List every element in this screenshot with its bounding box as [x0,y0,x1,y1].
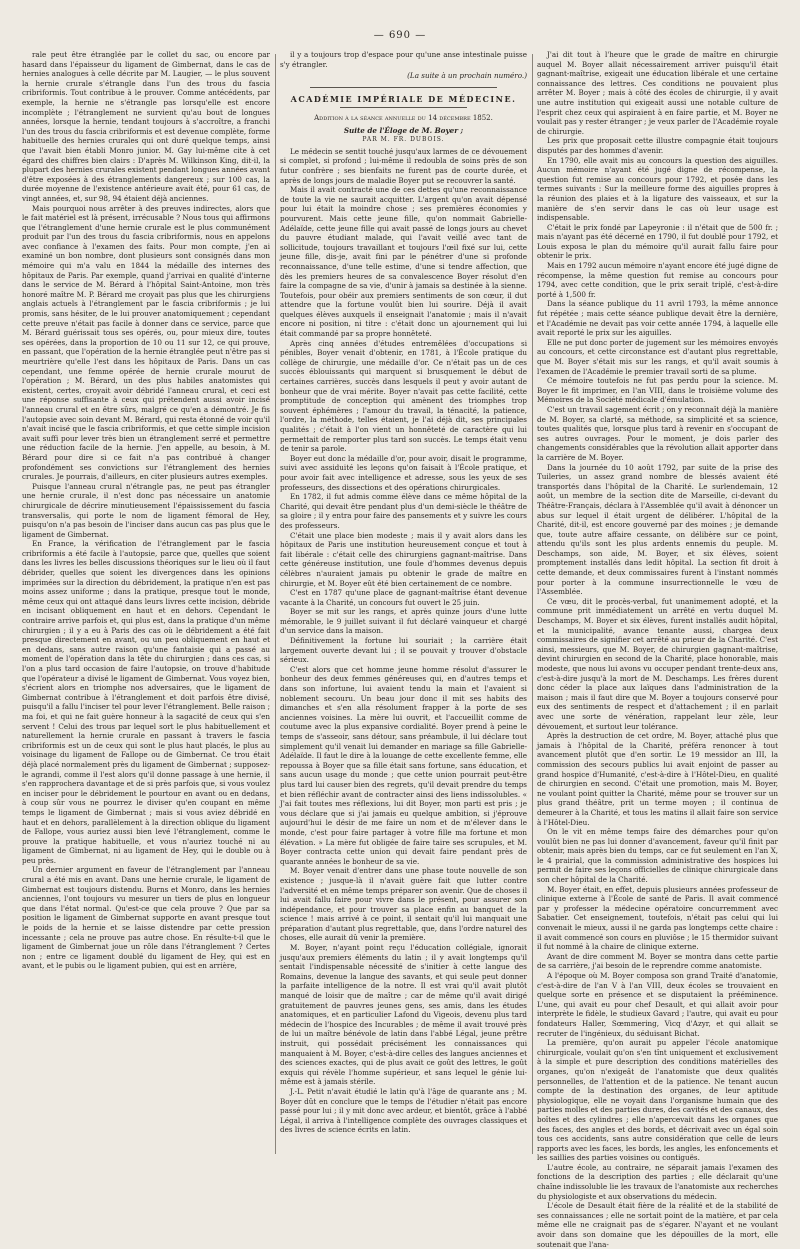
academy-heading: ACADÉMIE IMPÉRIALE DE MÉDECINE. [290,93,517,104]
section-divider [310,87,497,88]
paragraph: C'est un travail sagement écrit ; on y reconnaît déjà la manière de M. Boyer, sa clarté, sa méthode, sa simplicité et sa science, toutes qualités que, lorsque plus tard à revenir en s'occupant de ses autres ouvrages. Pour le moment, je dois parler des changements considérables que la révolution allait apporter dans la carrière de M. Boyer. [537,404,778,462]
paragraph: il y a toujours trop d'espace pour qu'une anse intestinale puisse s'y étrangler. [280,50,527,69]
paragraph: Boyer eut donc la médaille d'or, pour avoir, disait le programme, suivi avec assiduité les leçons qu'on faisait à l'École pratique, et pour avoir fait avec intelligence et adresse, sous les yeux de ses professeurs, des dissections et des opérations chirurgicales. [280,453,527,492]
eloge-author: PAR M. FR. DUBOIS. [362,135,445,143]
paragraph: Mais pourquoi nous arrêter à des preuves indirectes, alors que le fait matériel est là présent, irrécusable ? Nous tous qui affirmons que l'étranglement d'une hernie crurale est le plus communément produit par l'un des trous du fascia cribriformis, nous en appelons avec confiance à l'examen des faits. Pour mon compte, j'en ai examiné un bon nombre, dont plusieurs sont consignés dans mon mémoire qui m'a valu en 1844 la médaille des internes des hôpitaux de Paris. Par exemple, quand j'arrivai en qualité d'interne dans le service de M. Bérard à l'hôpital Saint-Antoine, mon très honoré maître M. P. Bérard me croyait pas plus que les chirurgiens anglais actuels à l'étranglement par le fascia cribriformis ; je lui promis, sans hésiter, de le lui prouver anatomiquement ; cependant cette preuve n'était pas facile à donner dans ce service, parce que M. Bérard guérissait tous ses opérés, ou, pour mieux dire, toutes ses opérées, dans la proportion de 10 ou 11 sur 12, ce qui prouve, en passant, que l'opération de la hernie étranglée peut n'être pas si meurtrière qu'elle l'est dans les hôpitaux de Paris. Dans un cas cependant, une femme opérée de hernie crurale mourut de l'opération ; M. Bérard, un des plus habiles anatomistes qui existent, certes, croyait avoir débridé l'anneau crural, et ceci est une réponse suffisante à ceux qui prétendent aussi avoir incisé l'anneau crural et en être sûrs, malgré ce qu'en a démontré. Je fis l'autopsie avec soin devant M. Bérard, qui resta étonné de voir qu'il n'avait incisé que le fascia cribriformis, et que cette simple incision avait suffi pour lever très bien un étranglement serré et permettre une réduction facile de la hernie. J'en appelle, au besoin, à M. Bérard pour dire si ce fait n'a pas contribué à changer profondément ses convictions sur l'étranglement des hernies crurales. Je pourrais, d'ailleurs, en citer plusieurs autres exemples. [22,203,270,482]
column-1 [22,50,270,1158]
paragraph: C'était le prix fondé par Lapeyronie : il n'était que de 500 fr. ; mais n'ayant pas été décerné en 1790, il fut doublé pour 1792, et Louis exposa le plan du mémoire qu'il aurait fallu faire pour obtenir le prix. [537,222,778,261]
paragraph: A l'époque où M. Boyer composa son grand Traité d'anatomie, c'est-à-dire de l'an V à l'an VIII, deux écoles se trouvaient en quelque sorte en présence et se disputaient la prééminence. L'une, qui avait eu pour chef Desault, et qui allait avoir pour interprète le fidèle, le studieux Gavard ; l'autre, qui avait eu pour fondateurs Haller, Sœmmering, Vicq d'Azyr, et qui allait se recruter de l'ingénieux, du séduisant Bichat. [537,971,778,1038]
paragraph: En 1790, elle avait mis au concours la question des aiguilles. Aucun mémoire n'ayant été jugé digne de récompense, la question fut remise au concours pour 1792, et posée dans les termes suivants : Sur la meilleure forme des aiguilles propres à la réunion des plaies et à la ligature des vaisseaux, et sur la manière de s'en servir dans le cas où leur usage est indispensable. [537,155,778,223]
paragraph: L'école de Desault était fière de la réalité et de la stabilité de ses connaissances ; elle ne sortait point de la matière, et par cela même elle ne craignait pas de s'égarer. N'ayant et ne voulant avoir dans son domaine que les dépouilles de la mort, elle soutenait que l'ana- [537,1201,778,1249]
continuation-note: (La suite à un prochain numéro.) [407,71,527,81]
column-2 [280,50,527,1158]
paragraph: Puisque l'anneau crural n'étrangle pas, ne peut pas étrangler une hernie crurale, il n'est donc pas nécessaire un anatomie chirurgicale de décrire minutieusement l'épaississement du fascia transversalis, qui porte le nom de ligament fémoral de Hey, puisqu'on n'a pas besoin de l'inciser dans aucun cas pas plus que le ligament de Gimbernat. [22,481,270,539]
paragraph: J'ai dit tout à l'heure que le grade de maître en chirurgie auquel M. Boyer allait nécessairement arriver puisqu'il était gagnant-maîtrise, exigeait une éducation libérale et une certaine connaissance des lettres. Ces conditions ne pouvaient plus arrêter M. Boyer ; mais à côté des écoles de chirurgie, il y avait une autre institution qui exigeait aussi une notable culture de l'esprit chez ceux qui aspiraient à en faire partie, et M. Boyer ne voulait pas y rester étranger ; je veux parler de l'Académie royale de chirurgie. [537,50,778,136]
paragraph: Ce vœu, dit le procès-verbal, fut unanimement adopté, et la commune prit immédiatement un arrêté en vertu duquel M. Deschamps, M. Boyer et six élèves, furent installés audit hôpital, et la municipalité, avance tenante aussi, chargea deux commissaires de signifier cet arrêté au prieur de la Charité. C'est ainsi, messieurs, que M. Boyer, de chirurgien gagnant-maîtrise, devint chirurgien en second de la Charité, place honorable, mais modeste, que nous lui avons vu occuper pendant trente-deux ans, c'est-à-dire jusqu'à la mort de M. Deschamps. Les frères durent donc céder la place aux laïques dans l'administration de la maison ; mais il faut dire que M. Boyer a toujours conservé pour eux des sentiments de respect et d'attachement ; il en parlait avec une sorte de vénération, rappelant leur zèle, leur dévouement, et surtout leur tolérance. [537,596,778,731]
paragraph: Un dernier argument en faveur de l'étranglement par l'anneau crural a été mis en avant. Dans une hernie crurale, le ligament de Gimbernat est toujours distendu. Burns et Monro, dans les hernies anciennes, l'ont toujours vu mesurer un tiers de plus en longueur que dans l'état normal. Qu'est-ce que cela prouve ? Que par sa position le ligament de Gimbernat supporte en avant presque tout le poids de la hernie et se laisse distendre par cette pression incessante ; cela ne prouve pas autre chose. En résulte-t-il que le ligament de Gimbernat joue un rôle dans l'étranglement ? Certes non ; entre ce ligament doublé du ligament de Hey, qui est en avant, et le pubis ou le ligament pubien, qui est en arrière, [22,865,270,971]
paragraph: Dans la journée du 10 août 1792, par suite de la prise des Tuileries, un assez grand nombre de blessés avaient été transportés dans l'hôpital de la Charité. Le surlendemain, 12 août, un membre de la section dite de Marseille, ci-devant du Théâtre-Français, déclara à l'Assemblée qu'il avait à dénoncer un abus sur lequel il était urgent de délibérer. L'hôpital de la Charité, dit-il, est encore gouverné par des moines ; je demande que, toute autre affaire cessante, on délibère sur ce point, attendu qu'ils sont les plus ardents ennemis du peuple. M. Deschamps, son aide, M. Boyer, et six élèves, soient promptement installés dans ledit hôpital. La section fit droit à cette demande, et deux commissaires furent à l'instant nommés pour porter à la commune insurrectionnelle le vœu de l'Assemblée. [537,462,778,597]
paragraph: La première, qu'on aurait pu appeler l'école anatomique chirurgicale, voulait qu'on s'en tînt uniquement et exclusivement à la simple et pure description des conditions matérielles des organes, qu'on n'exigeât de l'anatomiste que deux qualités personnelles, de l'attention et de la patience. Ne tenant aucun compte de la destination des organes, de leur aptitude physiologique, elle ne voyait dans l'organisme humain que des parties molles et des parties dures, des cavités et des canaux, des boîtes et des cylindres ; elle n'apercevait dans les organes que des faces, des angles et des bords, et décrivait avec un égal soin tous ces accidents, sans autre considération que celle de leurs rapports avec les faces, les bords, les angles, les enfoncements et les saillies des parties voisines ou contiguës. [537,1038,778,1163]
paragraph: C'est en 1787 qu'une place de gagnant-maîtrise étant devenue vacante à la Charité, un concours fut ouvert le 25 juin. [280,588,527,607]
paragraph: Après la destruction de cet ordre, M. Boyer, attaché plus que jamais à l'hôpital de la Charité, préféra renoncer à tout avancement plutôt que d'en sortir. Le 19 messidor an III, la commission des secours publics lui avait enjoint de passer au grand hospice d'Humanité, c'est-à-dire à l'Hôtel-Dieu, en qualité de chirurgien en second. C'était une promotion, mais M. Boyer, ne voulant point quitter la Charité, même pour se trouver sur un plus grand théâtre, prit un terme moyen ; il continua de demeurer à la Charité, et tous les matins il allait faire son service à l'Hôtel-Dieu. [537,731,778,827]
paragraph: rale peut être étranglée par le collet du sac, ou encore par hasard dans l'épaisseur du ligament de Gimbernat, dans le cas de hernies analogues à celle décrite par M. Laugier, — le plus souvent la hernie crurale s'étrangle dans l'un des trous du fascia cribriformis. Tout contribue à le prouver. Comme antécédents, par exemple, la hernie ne s'étrangle pas lorsqu'elle est encore incomplète ; l'étranglement ne survient qu'au bout de longues années, lorsque la hernie, tendant toujours à s'accroître, a franchi l'un des trous du fascia cribriformis et est devenue complète, forme habituelle des hernies crurales qui ont duré quelque temps, ainsi que l'avait bien établi Monro junior. M. Gay lui-même cite à cet égard des chiffres bien clairs : D'après M. Wilkinson King, dit-il, la plupart des hernies crurales existent pendant longues années avant d'être exposées à des étranglements dangereux ; sur 100 cas, la durée moyenne de l'existence antérieure avait été, pour 61 cas, de vingt années, et, sur 98, 94 étaient déjà anciennes. [22,50,270,203]
paragraph: Définitivement la fortune lui souriait ; la carrière était largement ouverte devant lui ; il se pouvait y trouver d'obstacle sérieux. [280,636,527,665]
paragraph: En 1782, il fut admis comme élève dans ce même hôpital de la Charité, qui devait être pendant plus d'un demi-siècle le théâtre de sa gloire ; il y entra pour faire des pansements et y suivre les cours des professeurs. [280,492,527,530]
session-line: Addition à la séance annuelle du 14 décembre 1852. [314,113,493,122]
paragraph: Boyer se mit sur les rangs, et après quinze jours d'une lutte mémorable, le 9 juillet suivant il fut déclaré vainqueur et chargé d'un service dans la maison. [280,607,527,636]
paragraph: Mais en 1792 aucun mémoire n'ayant encore été jugé digne de récompense, la même question fut remise au concours pour 1794, avec cette condition, que le prix serait triplé, c'est-à-dire porté à 1,500 fr. [537,261,778,299]
paragraph: Elle ne put donc porter de jugement sur les mémoires envoyés au concours, et cette circonstance est d'autant plus regrettable, que M. Boyer s'était mis sur les rangs, et qu'il avait soumis à l'examen de l'Académie le premier travail sorti de sa plume. [537,337,778,376]
columns [22,50,778,1249]
heading-underline [340,107,467,108]
paragraph: M. Boyer venait d'entrer dans une phase toute nouvelle de son existence ; jusque-là il n'avait guère fait que lutter contre l'adversité et en même temps préparer son avenir. Que de choses il lui avait fallu faire pour vivre dans le présent, pour assurer son indépendance, et pour trouver sa place enfin au banquet de la science ! mais arrivé à ce point, il sentait qu'il lui manquait une préparation d'autant plus regrettable, que, dans l'ordre naturel des choses, elle aurait dû venir la première. [280,866,527,943]
paragraph: Après cinq années d'études entremêlées d'occupations si pénibles, Boyer venait d'obtenir, en 1781, à l'École pratique du collège de chirurgie, une médaille d'or. Ce n'était pas un de ces succès éblouissants qui marquent si brusquement le début de certaines carrières, succès dans lesquels il peut y avoir autant de bonheur que de vrai mérite. Boyer n'avait pas cette facilité, cette promptitude de conception qui amènent des triomphes trop souvent éphémères ; l'amour du travail, la ténacité, la patience, l'ordre, la méthode, telles étaient, je l'ai déjà dit, ses principales qualités ; c'était à l'on vient un honnêteté de caractère qui lui permettait de remporter plus tard son succès. Le temps était venu de tenir sa parole. [280,338,527,454]
paragraph: C'était une place bien modeste ; mais il y avait alors dans les hôpitaux de Paris une institution heureusement conçue et tout à fait libérale : c'était celle des chirurgiens gagnant-maîtrise. Dans cette généreuse institution, une foule d'hommes devenus depuis célèbres n'auraient jamais pu obtenir le grade de maître en chirurgie, et M. Boyer eût été bien certainement de ce nombre. [280,530,527,588]
paragraph: Mais il avait contracté une de ces dettes qu'une reconnaissance de toute la vie ne saurait acquitter. L'argent qu'on avait dépensé pour lui était la moindre chose ; ses premières économies y pourvurent. Mais cette jeune fille, qu'on nommait Gabrielle-Adélaïde, cette jeune fille qui avait passé de longs jours au chevet du pauvre étudiant malade, qui l'avait veillé avec tant de sollicitude, toujours travaillant et toujours l'œil fixé sur lui, cette jeune fille, dis-je, avait fini par le pénétrer d'une si profonde reconnaissance, d'une telle estime, d'une si tendre affection, que dès les premiers heures de sa convalescence Boyer résolut d'en faire la compagne de sa vie, d'unir à jamais sa destinée à la sienne. Toutefois, pour obéir aux premiers sentiments de son cœur, il dut attendre que la fortune voulût bien lui sourire. Déjà il avait quelques élèves auxquels il enseignait l'anatomie ; mais il n'avait encore ni position, ni titre : c'était donc un ajournement qui lui était commandé par sa propre honnêteté. [280,185,527,339]
paragraph: Les prix que proposait cette illustre compagnie était toujours disputés par des hommes d'avenir. [537,136,778,155]
column-3 [537,50,778,1249]
paragraph: Le médecin se sentit touché jusqu'aux larmes de ce dévouement si complet, si profond ; lui-même il redoubla de soins près de son futur confrère ; ses bienfaits ne furent pas de courte durée, et après de longs jours de maladie Boyer put se recouvrer la santé. [280,146,527,185]
paragraph: C'est alors que cet homme jeune homme résolut d'assurer le bonheur des deux femmes généreuses qui, en d'autres temps et dans son infortune, lui avaient tendu la main et l'avaient si noblement secouru. Un beau jour donc il mit ses habits des dimanches et s'en alla résolument frapper à la porte de ses anciennes voisines. La mère lui ouvrit, et l'accueillit comme de coutume avec la plus expansive cordialité. Boyer prend à peine le temps de s'asseoir, sans détour, sans préambule, il lui déclare tout simplement qu'il venait lui demander en mariage sa fille Gabrielle-Adélaïde. Il faut le dire à la louange de cette excellente femme, elle repoussa à Boyer que sa fille était sans fortune, sans éducation, et sans aucun usage du monde ; que cette union pourrait peut-être plus tard lui causer bien des regrets, qu'il devait prendre du temps et bien réfléchir avant de contracter ainsi des liens indissolubles. « J'ai fait toutes mes réflexions, lui dit Boyer, mon parti est pris ; je vous déclare que si j'ai jamais eu quelque ambition, si j'éprouve aujourd'hui le désir de me faire un nom et de m'élever dans le monde, c'est pour faire partager à votre fille ma fortune et mon élévation. » La mère fut obligée de faire taire ses scrupules, et M. Boyer contracta cette union qui devait faire pendant près de quarante années le bonheur de sa vie. [280,664,527,866]
eloge-title: Suite de l'Éloge de M. Boyer ; [343,125,464,135]
paragraph: M. Boyer, n'ayant point reçu l'éducation collégiale, ignorait jusqu'aux premiers éléments du latin ; il y avait longtemps qu'il sentait l'indispensable nécessité de s'initier à cette langue des Romains, devenue la langue des savants, et qui seule peut donner la parfaite intelligence de la notre. Il est vrai qu'il avait plutôt manqué de loisir que de maître ; car de même qu'il avait dirigé gratuitement de pauvres jeunes gens, ses amis, dans les études anatomiques, et en particulier Lafond du Vigeois, devenu plus tard médecin de l'hospice des Incurables ; de même il avait trouvé près de lui un maître bénévole de latin dans l'abbé Légal, jeune prêtre instruit, qui possédait précisément les connaissances qui manquaient à M. Boyer, c'est-à-dire celles des langues anciennes et des sciences exactes, qui de plus avait ce goût des lettres, le goût exquis qui révèle l'homme supérieur, et sans lequel le génie lui-même est à jamais stérile. [280,943,527,1087]
paragraph: J.-L. Petit n'avait étudié le latin qu'à l'âge de quarante ans ; M. Boyer dût en conclure que le temps de l'étudier n'était pas encore passé pour lui ; il y mit donc avec ardeur, et bientôt, grâce à l'abbé Légal, il arriva à l'intelligence complète des ouvrages classiques et des livres de science écrits en latin. [280,1086,527,1135]
column-rule-2 [532,54,533,1154]
paragraph: Avant de dire comment M. Boyer se montra dans cette partie de sa carrière, j'ai besoin de le reprendre comme anatomiste. [537,951,778,971]
paragraph: On le vit en même temps faire des démarches pour qu'on voulût bien ne pas lui donner d'avancement, faveur qu'il finit par obtenir, mais après bien du temps, car ce fut seulement en l'an X, le 4 prairial, que la commission administrative des hospices lui permit de faire ses leçons officielles de clinique chirurgicale dans son cher hôpital de la Charité. [537,827,778,885]
paragraph: M. Boyer était, en effet, depuis plusieurs années professeur de clinique externe à l'École de santé de Paris. Il avait commencé par y professer la médecine opératoire concurremment avec Sabatier. Cet enseignement, toutefois, n'était pas celui qui lui convenait le mieux, aussi il ne garda pas longtemps cette chaire : il avait commencé son cours en pluviôse ; le 15 thermidor suivant il fut nommé à la chaire de clinique externe. [537,884,778,952]
page-number: — 690 — [373,30,427,41]
paragraph: Ce mémoire toutefois ne fut pas perdu pour la science. M. Boyer le fit imprimer, en l'an VIII, dans le troisième volume des Mémoires de la Société médicale d'émulation. [537,376,778,405]
paragraph: L'autre école, au contraire, ne séparait jamais l'examen des fonctions de la description des parties ; elle déclarait qu'une chaîne indissoluble lie les travaux de l'anatomiste aux recherches du physiologiste et aux observations du médecin. [537,1162,778,1201]
paragraph: En France, la vérification de l'étranglement par le fascia cribriformis a été facile à l'autopsie, parce que, quelles que soient dans les livres les belles discussions théoriques sur le lieu où il faut débrider, quelles que soient les divergences dans les opinions imprimées sur la direction du débridement, la pratique n'en est pas moins assez uniforme ; dans la pratique, presque tout le monde, même ceux qui ont attaqué dans leurs livres cette incision, débride en incisant obliquement en haut et en dehors. Cependant le contraire arrive parfois et, qui plus est, dans la pratique d'un même chirurgien ; il y a eu à Paris des cas où le débridement a été fait presque directement en avant, ou un peu obliquement en haut et en dedans, sans autre raison qu'une fantaisie qui a passé au moment de l'opération dans la tête du chirurgien ; dans ces cas, si l'on a plus tard occasion de faire l'autopsie, on trouve d'habitude que l'opérateur a divisé le ligament de Gimbernat. Vous voyez bien, s'écrient alors en triomphe nos adversaires, que le ligament de Gimbernat contribue à l'étranglement et doit parfois être divisé, puisqu'il a fallu l'inciser tel pour lever l'étranglement. Belle raison ; ma foi, et qui ne fait guère honneur à la sagacité de ceux qui s'en servent ! Celui des trous par lequel sort le plus habituellement et naturellement la hernie crurale en passant à travers le fascia cribriformis est un de ceux qui sont le plus haut placés, le plus au voisinage du ligament de Fallope ou de Gimbernat. Ce trou était déjà placé normalement près du ligament de Gimbernat ; supposez-le agrandi, comme il l'est alors qu'il donne passage à une hernie, il s'en rapprochera davantage et de si près parfois que, si vous voulez en inciser pour le débridement le pourtour en avant ou en dedans, à coup sûr vous ne pourrez le diviser qu'en coupant en même temps le ligament de Gimbernat ; mais si vous aviez débridé en haut et en dehors, parallèlement à la direction oblique du ligament de Fallope, vous auriez aussi bien levé l'étranglement, comme le prouve la pratique habituelle, et vous n'auriez touché ni au ligament de Gimbernat, ni au ligament de Hey, qui le double ou à peu près. [22,539,270,865]
column-rule-1 [275,54,276,1154]
paragraph: Dans la séance publique du 11 avril 1793, la même annonce fut répétée ; mais cette séance publique devait être la dernière, et l'Académie ne devait pas voir cette année 1794, à laquelle elle avait reporté le prix sur les aiguilles. [537,299,778,338]
